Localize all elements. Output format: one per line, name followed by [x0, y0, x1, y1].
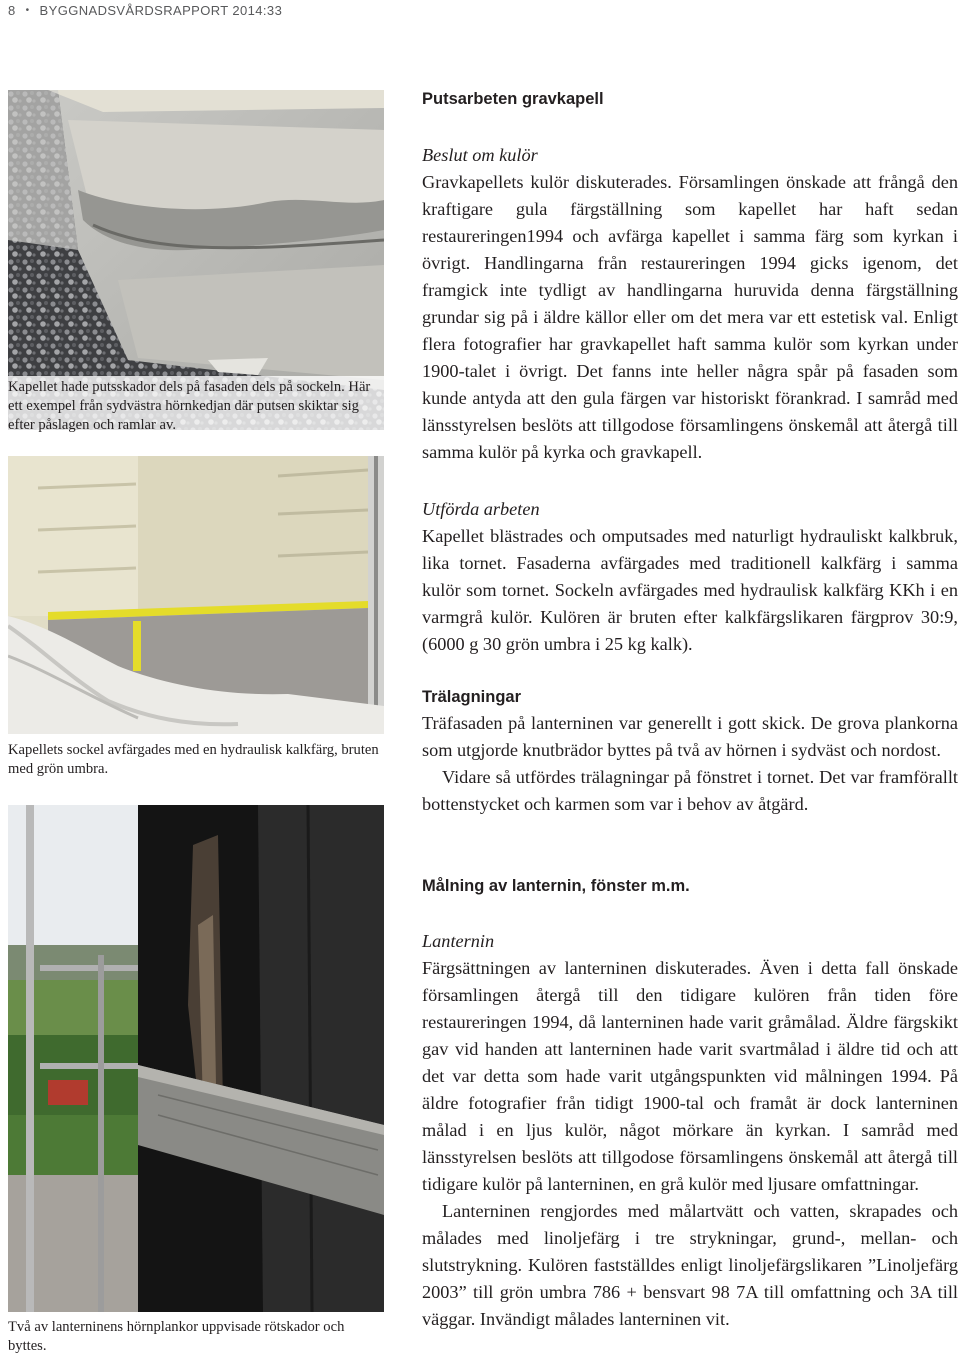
- running-header: [8, 0, 282, 20]
- paragraph-utforda: Kapellet blästrades och omputsades med naturligt hydrauliskt kalkbruk, lika tornet. Fasaderna avfärgades med traditionell kalkfärg i samma kulör som tornet. Sockeln avfärgades med hydraulisk kalkfärg KKh i en varmgrå kulör. Kulören är bruten efter kalkfärgslikaren färgprov 30:9, (6000 g 30 grön umbra i 25 kg kalk).: [422, 526, 958, 654]
- subsection-lanternin: [422, 928, 958, 1333]
- section-malning: [422, 877, 958, 896]
- paragraph-lanternin-1: Färgsättningen av lanterninen diskuterades. Även i detta fall önskade församlingen återgå till den tidigare kulören från tiden före restaureringen 1994, då lanterninen hade varit gråmålad. Äldre färgskikt gav vid handen att lanterninen hade varit svartmålad i äldre tid och att det var detta som hade varit utgångspunkten vid målningen 1994. På äldre fotografier från tidigt 1900-tal och framåt är dock lanterninen målad i en ljus kulör, något mörkare än kyrkan. I samråd med länsstyrelsen beslöts att tillgodose församlingens önskemål att återgå till tidigare kulör på lanterninen, en grå kulör med ljusare omfattningar.: [422, 958, 958, 1194]
- section-tralagningar: [422, 688, 958, 818]
- heading-beslut-om-kulor: Beslut om kulör: [422, 145, 538, 165]
- heading-tralagningar: Trälagningar: [422, 688, 522, 706]
- caption-plaster-damage: Kapellet hade putsskador dels på fasaden dels på sockeln. Här ett exempel från sydvästra hörnkedjan där putsen skiktar sig efter påslagen och ramlar av.: [8, 376, 386, 435]
- subsection-beslut: [422, 142, 958, 466]
- caption-painted-plinth: Kapellets sockel avfärgades med en hydraulisk kalkfärg, bruten med grön umbra.: [8, 742, 379, 777]
- heading-putsarbeten: Putsarbeten gravkapell: [422, 90, 604, 108]
- subsection-utforda: [422, 496, 958, 658]
- running-title: BYGGNADSVÅRDSRAPPORT 2014:33: [39, 2, 283, 18]
- photo-painted-plinth: [8, 456, 384, 734]
- paragraph-beslut: Gravkapellets kulör diskuterades. Församlingen önskade att frångå den kraftigare gula färgställning som kapellet har haft sedan restaureringen1994 och avfärga kapellet i samma färg som kyrkan i övrigt. Handlingarna från restaureringen 1994 gicks igenom, det framgick inte tydligt av handlingarna huruvida denna färgställning grundar sig på i äldre källor eller om det mera var ett estetisk val. Enligt flera fotografier har gravkapellet haft samma kulör som kyrkan under 1900-talet i övrigt. Det fanns inte heller några spår på fasaden som kunde antyda att den gula färgen var historiskt förankrad. I samråd med länsstyrelsen beslöts att tillgodose församlingens önskemål att återgå till samma kulör på kyrka och gravkapell.: [422, 172, 958, 462]
- section-putsarbeten: [422, 90, 958, 109]
- photo-corner-planks: [8, 805, 384, 1312]
- paragraph-tralagningar-2: Vidare så utfördes trälagningar på fönstret i tornet. Det var framförallt bottenstycket och karmen som var i behov av åtgärd.: [422, 767, 958, 814]
- page-number: 8: [8, 2, 16, 18]
- header-bullet: •: [25, 4, 30, 16]
- caption-corner-planks: Två av lanterninens hörnplankor uppvisade rötskador och byttes.: [8, 1319, 345, 1354]
- heading-lanternin: Lanternin: [422, 931, 495, 951]
- heading-utforda-arbeten: Utförda arbeten: [422, 499, 540, 519]
- paragraph-lanternin-2: Lanterninen rengjordes med målartvätt och vatten, skrapades och målades med linoljefärg i tre strykningar, grund-, mellan- och slutstrykning. Kulören fastställdes enligt linoljefärgslikaren ”Linoljefärg 2003” till grön umbra 786 + bensvart 98 7A till omfattning och 3A till väggar. Invändigt målades lanterninen vit.: [422, 1201, 958, 1329]
- paragraph-tralagningar-1: Träfasaden på lanterninen var generellt i gott skick. De grova plankorna som utgjorde knutbrädor byttes på två av hörnen i sydväst och nordost.: [422, 713, 958, 760]
- heading-malning: Målning av lanternin, fönster m.m.: [422, 877, 690, 895]
